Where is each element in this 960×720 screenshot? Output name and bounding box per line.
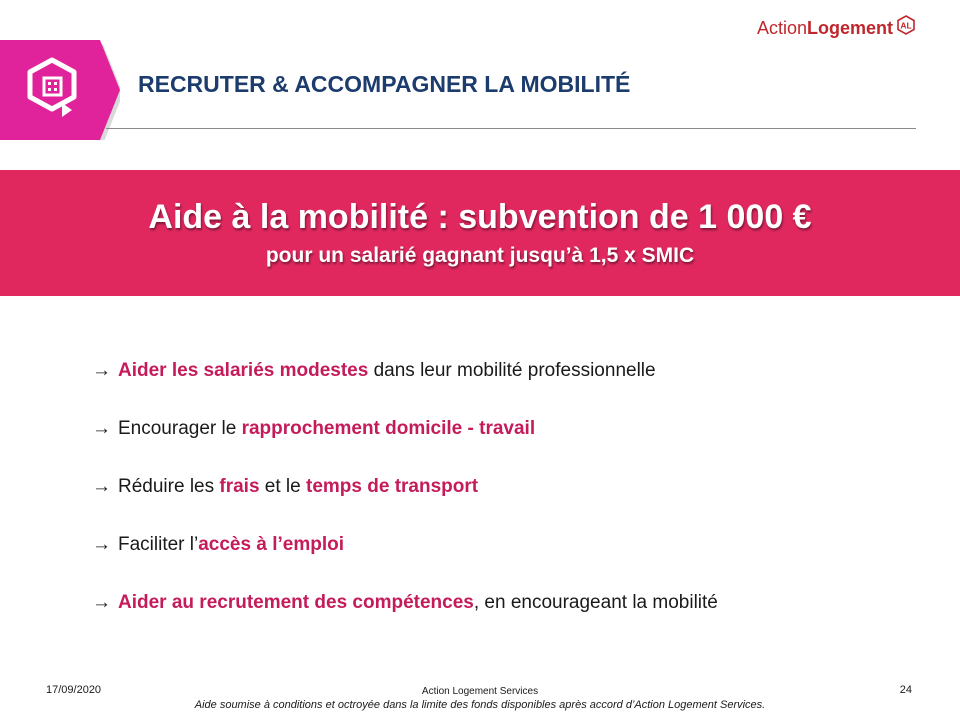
arrow-right-icon: → bbox=[92, 360, 111, 381]
banner-title: Aide à la mobilité : subvention de 1 000 € bbox=[148, 198, 812, 236]
list-item bbox=[92, 342, 718, 400]
al-mark-text: AL bbox=[900, 20, 912, 30]
benefits-list bbox=[92, 342, 718, 632]
body-text: , en encourageant la mobilité bbox=[473, 592, 718, 613]
footer-date: 17/09/2020 bbox=[46, 684, 102, 696]
highlighted-text: rapprochement domicile - travail bbox=[241, 418, 536, 439]
page-title: RECRUTER & ACCOMPAGNER LA MOBILITÉ bbox=[138, 71, 631, 97]
arrow-right-icon: → bbox=[92, 476, 111, 497]
highlighted-text: accès à l’emploi bbox=[198, 534, 344, 555]
page-number: 24 bbox=[899, 684, 912, 696]
list-item bbox=[92, 574, 718, 632]
arrow-right-icon: → bbox=[92, 592, 111, 613]
banner-subtitle: pour un salarié gagnant jusqu’à 1,5 x SMIC bbox=[265, 244, 695, 267]
highlighted-text: Aider les salariés modestes bbox=[118, 360, 369, 381]
highlight-banner bbox=[0, 170, 960, 296]
body-text: Faciliter l’ bbox=[118, 534, 199, 555]
logo-word-action: Action bbox=[756, 18, 807, 38]
al-mark-icon bbox=[896, 15, 916, 35]
arrow-right-icon: → bbox=[92, 418, 111, 439]
body-text: et le bbox=[259, 476, 307, 497]
highlighted-text: frais bbox=[219, 476, 260, 497]
body-text: dans leur mobilité professionnelle bbox=[368, 360, 656, 381]
body-text: Réduire les bbox=[118, 476, 220, 497]
footer-disclaimer: Aide soumise à conditions et octroyée dans la limite des fonds disponibles après accord d’Action Logement Services. bbox=[194, 699, 766, 711]
building-badge-icon bbox=[0, 40, 120, 140]
arrow-right-icon: → bbox=[92, 534, 111, 555]
list-item bbox=[92, 458, 718, 516]
footer-organization: Action Logement Services bbox=[421, 686, 539, 697]
logo-word-logement: Logement bbox=[806, 18, 893, 38]
header-divider bbox=[106, 128, 916, 129]
action-logement-logo bbox=[757, 18, 916, 39]
highlighted-text: Aider au recrutement des compétences bbox=[118, 592, 474, 613]
list-item bbox=[92, 400, 718, 458]
list-item bbox=[92, 516, 718, 574]
body-text: Encourager le bbox=[118, 418, 242, 439]
highlighted-text: temps de transport bbox=[306, 476, 479, 497]
logo-wordmark bbox=[757, 18, 893, 39]
